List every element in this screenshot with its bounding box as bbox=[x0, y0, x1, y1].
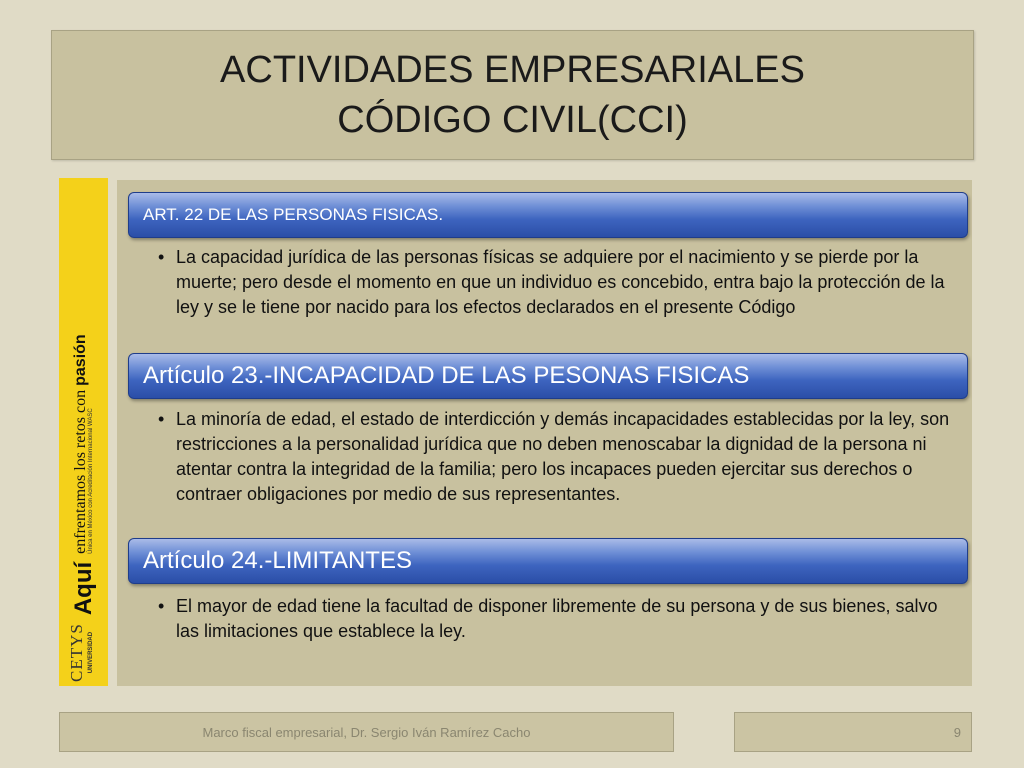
banner-aqui: Aquí bbox=[69, 561, 97, 616]
page-number: 9 bbox=[734, 712, 972, 752]
section-body-art-23: • La minoría de edad, el estado de interdicción y demás incapacidades establecidas por la ley, son restricciones a la personalidad jurídica que no deben menoscabar la dignidad de la persona ni atentar contra la integridad de la familia; pero los incapaces pueden ejercitar sus derechos o contraer obligaciones por medio de sus representantes. bbox=[158, 407, 958, 507]
banner-fine-print: Única en México con Acreditación Internacional WASC bbox=[87, 408, 93, 554]
section-header-art-24: Artículo 24.-LIMITANTES bbox=[128, 538, 968, 584]
cetys-banner bbox=[59, 178, 108, 686]
title-line-2: CÓDIGO CIVIL(CCI) bbox=[337, 99, 688, 141]
title-line-1: ACTIVIDADES EMPRESARIALES bbox=[220, 49, 805, 91]
section-header-art-23: Artículo 23.-INCAPACIDAD DE LAS PESONAS FISICAS bbox=[128, 353, 968, 399]
section-body-art-22: • La capacidad jurídica de las personas físicas se adquiere por el nacimiento y se pierde por la muerte; pero desde el momento en que un individuo es concebido, entra bajo la protección de la ley y se le tiene por nacido para los efectos declarados en el presente Código bbox=[158, 245, 958, 320]
banner-slogan-emphasis: pasión bbox=[71, 334, 88, 386]
banner-content bbox=[61, 182, 107, 682]
section-body-art-24: • El mayor de edad tiene la facultad de disponer libremente de su persona y de sus bienes, salvo las limitaciones que establece la ley. bbox=[158, 594, 958, 644]
section-header-art-22: ART. 22 DE LAS PERSONAS FISICAS. bbox=[128, 192, 968, 238]
footer-text: Marco fiscal empresarial, Dr. Sergio Iván Ramírez Cacho bbox=[59, 712, 674, 752]
cetys-logo-text: CETYS bbox=[66, 623, 86, 682]
banner-slogan-block bbox=[73, 334, 94, 554]
banner-slogan: enfrentamos los retos con pasión bbox=[71, 334, 88, 554]
slide-title bbox=[51, 30, 974, 160]
cetys-logo bbox=[66, 623, 98, 682]
cetys-logo-sub: UNIVERSIDAD bbox=[87, 631, 94, 674]
